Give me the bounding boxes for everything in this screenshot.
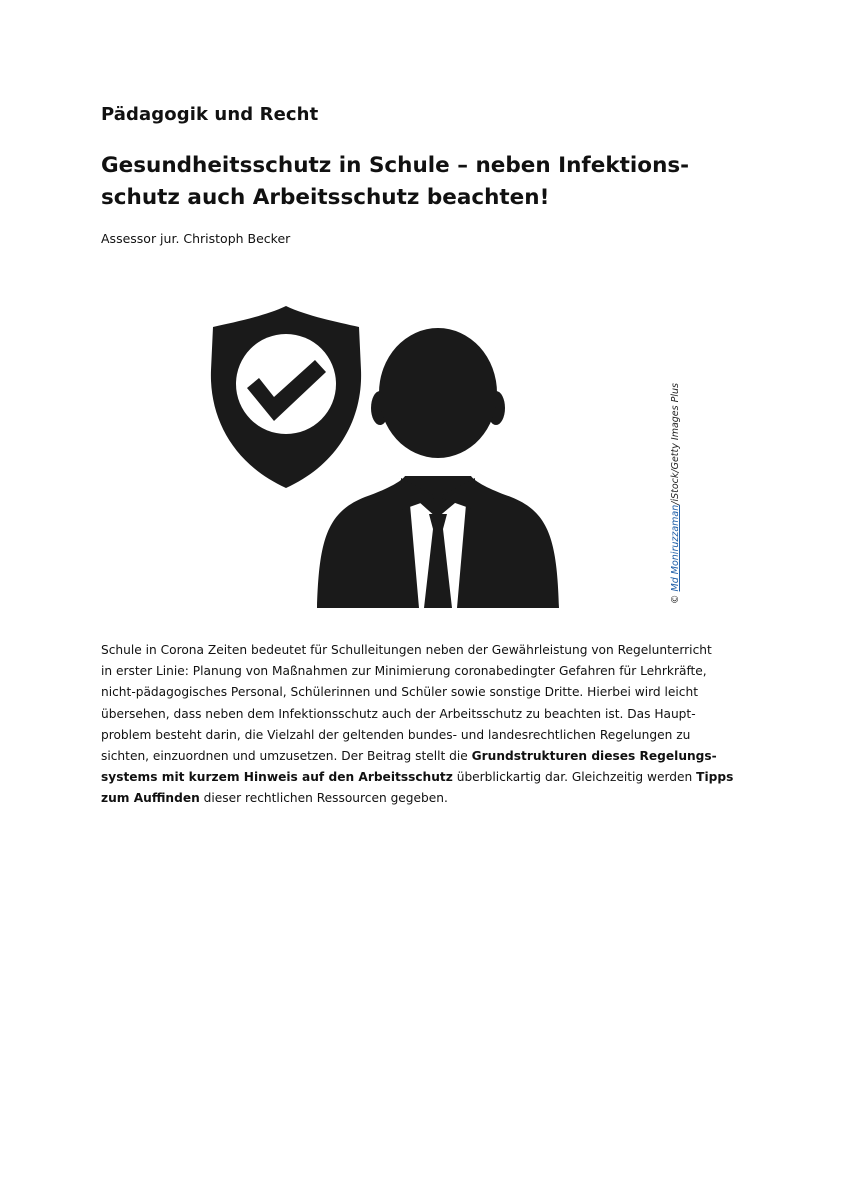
paragraph-line: Schule in Corona Zeiten bedeutet für Schulleitungen neben der Gewährleistung von Regelunterricht	[101, 643, 712, 657]
image-credit	[670, 383, 681, 604]
intro-paragraph	[101, 640, 734, 810]
paragraph-emphasis: zum Auffinden	[101, 791, 200, 806]
credit-photographer-link[interactable]: Md Moniruzzaman	[670, 504, 681, 592]
paragraph-line: nicht-pädagogisches Personal, Schülerinnen und Schüler sowie sonstige Dritte. Hierbei wird leicht	[101, 685, 698, 700]
paragraph-line: übersehen, dass neben dem Infektionsschutz auch der Arbeitsschutz zu beachten ist. Das Haupt-	[101, 706, 696, 721]
credit-suffix: /iStock/Getty Images Plus	[670, 383, 681, 505]
paragraph-line: problem besteht darin, die Vielzahl der geltenden bundes- und landesrechtlichen Regelungen zu	[101, 727, 691, 742]
paragraph-text: sichten, einzuordnen und umzusetzen. Der Beitrag stellt die	[101, 749, 472, 764]
paragraph-line	[101, 788, 657, 809]
paragraph-text: dieser rechtlichen Ressourcen gegeben.	[199, 791, 448, 806]
shield-check-businessman-icon	[205, 300, 565, 612]
shield-check-circle	[236, 334, 336, 434]
paragraph-emphasis: Tipps	[696, 770, 734, 785]
paragraph-emphasis: systems mit kurzem Hinweis auf den Arbeitsschutz	[101, 770, 453, 785]
article-title-line: schutz auch Arbeitsschutz beachten!	[101, 185, 550, 210]
person-head	[379, 328, 497, 458]
paragraph-line	[101, 746, 717, 767]
paragraph-emphasis: Grundstrukturen dieses Regelungs-	[471, 749, 717, 764]
paragraph-text: überblickartig dar. Gleichzeitig werden	[452, 770, 697, 785]
section-label: Pädagogik und Recht	[101, 104, 319, 125]
paragraph-line: in erster Linie: Planung von Maßnahmen zur Minimierung coronabedingter Gefahren für Lehrkräfte,	[101, 664, 707, 679]
author-byline: Assessor jur. Christoph Becker	[101, 231, 291, 246]
credit-prefix: ©	[670, 591, 681, 604]
article-illustration	[205, 300, 565, 612]
article-title-line: Gesundheitsschutz in Schule – neben Infektions-	[101, 153, 690, 178]
article-title	[101, 150, 690, 214]
paragraph-line	[101, 767, 734, 788]
